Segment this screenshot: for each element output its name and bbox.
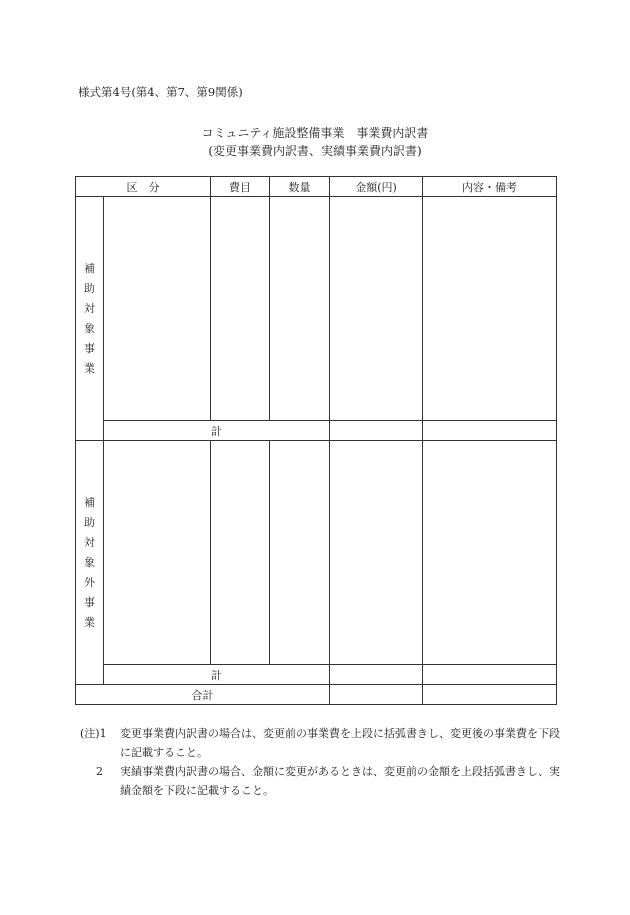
header-expense-item: 費目 bbox=[211, 177, 270, 197]
subsidized-amount-cell bbox=[330, 197, 423, 421]
header-amount: 金額(円) bbox=[330, 177, 423, 197]
subsidized-category-cell bbox=[104, 197, 211, 421]
non-subsidized-subtotal-amount bbox=[330, 665, 423, 685]
note-2-prefix: 2 bbox=[96, 765, 103, 778]
subsidized-section-label: 補 助 対 象 事 業 bbox=[76, 197, 104, 441]
note-2 bbox=[80, 762, 560, 800]
non-subsidized-subtotal-row bbox=[76, 665, 557, 685]
non-subsidized-section-row bbox=[76, 441, 557, 665]
form-number: 様式第4号(第4、第7、第9関係) bbox=[78, 85, 243, 99]
note-1-text: 変更事業費内訳書の場合は、変更前の事業費を上段に括弧書きし、変更後の事業費を下段に記載すること。 bbox=[120, 727, 560, 759]
subsidized-subtotal-label: 計 bbox=[104, 421, 330, 441]
note-1-prefix: (注)1 bbox=[80, 727, 107, 740]
header-quantity: 数量 bbox=[270, 177, 330, 197]
header-category: 区 分 bbox=[76, 177, 211, 197]
grand-total-remarks bbox=[423, 685, 557, 705]
header-remarks: 内容・備考 bbox=[423, 177, 557, 197]
grand-total-row bbox=[76, 685, 557, 705]
non-subsidized-category-cell bbox=[104, 441, 211, 665]
expense-breakdown-table bbox=[75, 176, 557, 705]
note-2-text: 実績事業費内訳書の場合、金額に変更があるときは、変更前の金額を上段括弧書きし、実績金額を下段に記載すること。 bbox=[120, 765, 560, 797]
subsidized-expense-cell bbox=[211, 197, 270, 421]
grand-total-amount bbox=[330, 685, 423, 705]
subsidized-section-row bbox=[76, 197, 557, 421]
document-title: コミュニティ施設整備事業 事業費内訳書 bbox=[201, 126, 429, 140]
non-subsidized-section-label: 補 助 対 象 外 事 業 bbox=[76, 441, 104, 685]
non-subsidized-subtotal-remarks bbox=[423, 665, 557, 685]
note-1 bbox=[80, 724, 560, 762]
note-2-prefix-wrap bbox=[80, 762, 120, 800]
subsidized-subtotal-row bbox=[76, 421, 557, 441]
grand-total-label: 合計 bbox=[76, 685, 330, 705]
document-subtitle: (変更事業費内訳書、実績事業費内訳書) bbox=[208, 144, 422, 158]
non-subsidized-subtotal-label: 計 bbox=[104, 665, 330, 685]
non-subsidized-remarks-cell bbox=[423, 441, 557, 665]
subsidized-subtotal-amount bbox=[330, 421, 423, 441]
subsidized-quantity-cell bbox=[270, 197, 330, 421]
non-subsidized-quantity-cell bbox=[270, 441, 330, 665]
subsidized-subtotal-remarks bbox=[423, 421, 557, 441]
header-row bbox=[76, 177, 557, 197]
non-subsidized-expense-cell bbox=[211, 441, 270, 665]
notes bbox=[80, 724, 560, 800]
subsidized-remarks-cell bbox=[423, 197, 557, 421]
non-subsidized-amount-cell bbox=[330, 441, 423, 665]
